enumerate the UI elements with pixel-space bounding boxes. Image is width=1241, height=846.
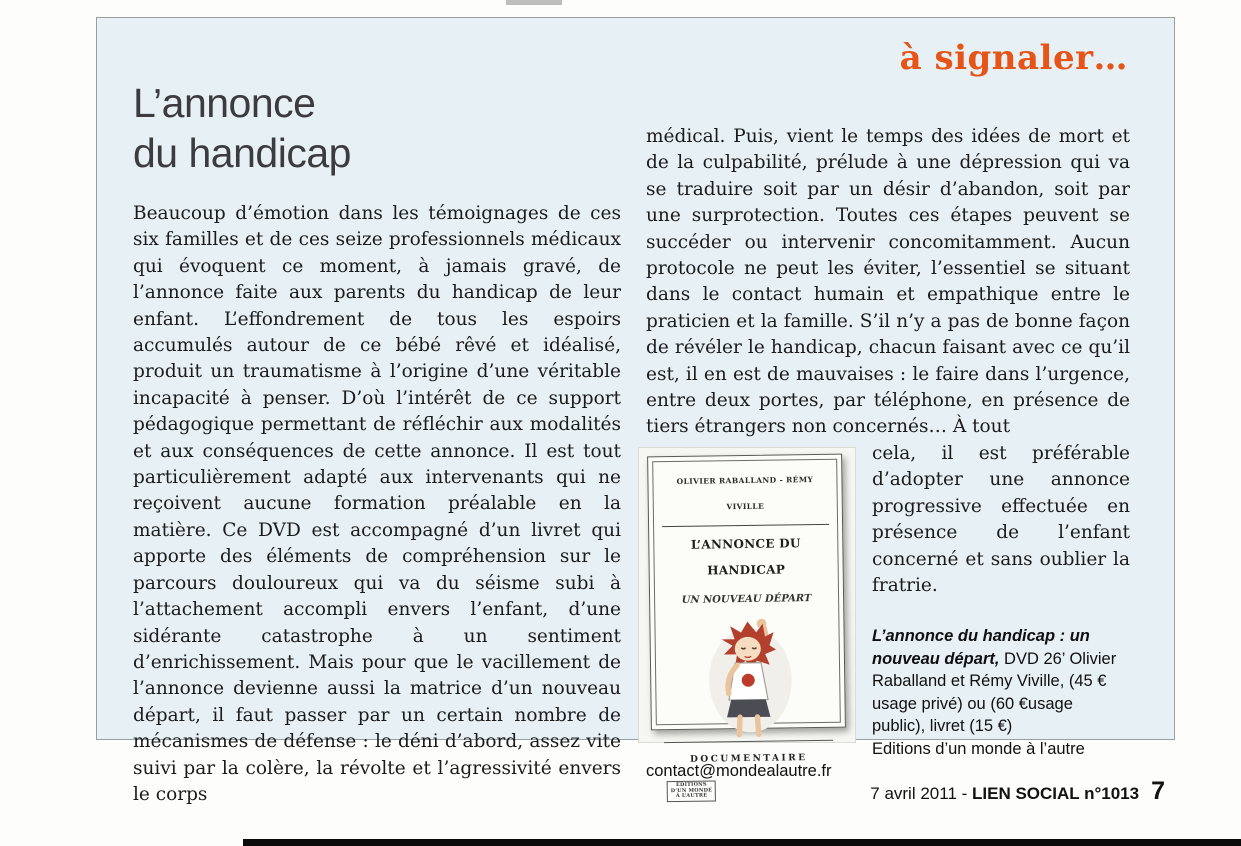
right-column-text-part2: cela, il est préférable d’adopter une annonce progressive effectuée en présence de l’enfant concerné et sans oublier la fratrie. — [872, 442, 1130, 596]
girl-illustration — [691, 612, 805, 742]
caption-details: DVD 26’ Olivier Raballand et Rémy Viville, (45 € usage privé) ou (60 €usage public), livret (15 €) — [872, 649, 1117, 736]
scan-artifact-bottom — [243, 839, 1241, 846]
page-footer — [870, 777, 1165, 806]
caption-publisher: Editions d’un monde à l’autre — [872, 739, 1085, 758]
dvd-publisher-line1: ÉDITIONS — [675, 781, 707, 789]
dvd-cover-authors: OLIVIER RABALLAND - RÉMY VIVILLE — [661, 467, 829, 527]
article-title-line2: du handicap — [133, 130, 351, 177]
footer-page-number: 7 — [1151, 777, 1165, 805]
dvd-publisher-logo-box — [667, 781, 717, 802]
scan-artifact-top — [506, 0, 562, 5]
article-title-line1: L’annonce — [133, 80, 316, 126]
dvd-cover-title: L’ANNONCE DU HANDICAP — [690, 535, 801, 578]
dvd-cover-subtitle: UN NOUVEAU DÉPART — [681, 592, 812, 606]
dvd-publisher-logo — [658, 774, 841, 806]
dvd-publisher-line2: D’UN MONDE — [670, 787, 713, 794]
footer-date: 7 avril 2011 - — [870, 784, 972, 803]
caption-title: L’annonce du handicap : un nouveau départ, — [872, 627, 1090, 668]
section-label: à signaler… — [899, 38, 1128, 78]
dvd-cover-genre: DOCUMENTAIRE — [664, 740, 833, 777]
dvd-publisher-line3: À L’AUTRE — [675, 792, 708, 800]
right-column-text-part1: médical. Puis, vient le temps des idées de mort et de la culpabilité, prélude à une dépression qui va se traduire soit par un désir d’abandon, soit par une surprotection. Toutes ces étapes peuvent se succéder ou intervenir concomitamment. Aucun protocole ne peut les éviter, l’essentiel se situant dans le contact humain et empathique entre le praticien et la famille. S’il n’y a pas de bonne façon de révéler le handicap, chacun faisant avec ce qu’il est, il en est de mauvaises : le faire dans l’urgence, entre deux portes, par téléphone, en présence de tiers étrangers non concernés… À tout — [646, 126, 1130, 438]
article-title — [133, 78, 351, 178]
footer-publication: LIEN SOCIAL n°1013 — [972, 784, 1140, 803]
dvd-cover-illustration — [655, 612, 840, 743]
caption-email: contact@mondealautre.fr — [646, 762, 832, 781]
left-column-text: Beaucoup d’émotion dans les témoignages de ces six familles et de ces seize professionnels médicaux qui évoquent ce moment, à jamais gravé, de l’annonce faite aux parents du handicap de leur enfant. L’effondrement de tous les espoirs accumulés autour de ce bébé rêvé et idéalisé, produit un traumatisme à l’origine d’une véritable incapacité à penser. D’où l’intérêt de ce support pédagogique permettant de réfléchir aux modalités et aux conséquences de cette annonce. Il est tout particulièrement adapté aux intervenants qui ne reçoivent aucune formation préalable en la matière. Ce DVD est accompagné d’un livret qui apporte des éléments de compréhension sur le parcours douloureux qui va du séisme subi à l’attachement accompli envers l’enfant, d’une sidérante catastrophe à un sentiment d’enrichissement. Mais pour que le vacillement de l’annonce devienne aussi la matrice d’un nouveau départ, il faut passer par un certain nombre de mécanismes de défense : le déni d’abord, assez vite suivi par la colère, la révolte et l’agressivité envers le corps — [133, 203, 621, 805]
